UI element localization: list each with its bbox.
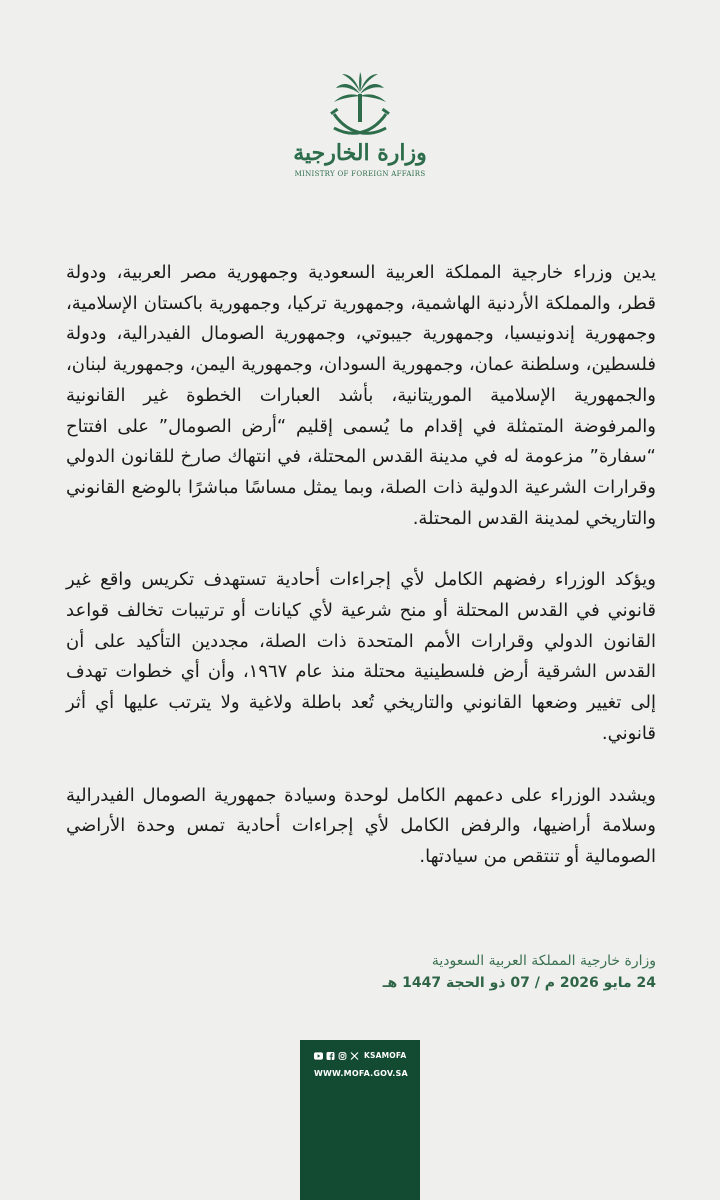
footer-contact-box <box>300 1040 420 1200</box>
statement-paragraph: يدين وزراء خارجية المملكة العربية السعودية وجمهورية مصر العربية، ودولة قطر، والمملكة الأردنية الهاشمية، وجمهورية تركيا، وجمهورية باكستان الإسلامية، وجمهورية إندونيسيا، وجمهورية جيبوتي، وجمهورية الصومال الفيدرالية، ودولة فلسطين، وسلطنة عمان، وجمهورية السودان، وجمهورية اليمن، وجمهورية لبنان، والجمهورية الإسلامية الموريتانية، بأشد العبارات الخطوة غير القانونية والمرفوضة المتمثلة في إقدام ما يُسمى إقليم “أرض الصومال” على افتتاح “سفارة” مزعومة له في مدينة القدس المحتلة، في انتهاك صارخ للقانون الدولي وقرارات الشرعية الدولية ذات الصلة، وبما يمثل مساسًا مباشرًا بالوضع القانوني والتاريخي لمدينة القدس المحتلة. <box>66 262 656 529</box>
social-handle[interactable]: KSAMOFA <box>364 1051 407 1060</box>
statement-body <box>66 258 656 904</box>
youtube-icon[interactable] <box>314 1052 323 1060</box>
x-icon[interactable] <box>350 1052 359 1060</box>
facebook-icon[interactable] <box>326 1052 335 1060</box>
statement-paragraph: ويشدد الوزراء على دعمهم الكامل لوحدة وسيادة جمهورية الصومال الفيدرالية وسلامة أراضيها، والرفض الكامل لأي إجراءات أحادية تمس وحدة الأراضي الصومالية أو تنتقص من سيادتها. <box>66 784 656 867</box>
ministry-name-arabic: وزارة الخارجية <box>293 140 427 166</box>
instagram-icon[interactable] <box>338 1052 347 1060</box>
social-links <box>314 1051 406 1060</box>
palm-and-swords-emblem-icon <box>322 70 398 146</box>
statement-paragraph: ويؤكد الوزراء رفضهم الكامل لأي إجراءات أحادية تستهدف تكريس واقع غير قانوني في القدس المحتلة أو منح شرعية لأي كيانات أو ترتيبات تخالف قواعد القانون الدولي وقرارات الأمم المتحدة ذات الصلة، مجددين التأكيد على أن القدس الشرقية أرض فلسطينية محتلة منذ عام ١٩٦٧، وأن أي خطوات تهدف إلى تغيير وضعها القانوني والتاريخي تُعد باطلة ولاغية ولا يترتب عليها أي أثر قانوني. <box>66 569 656 744</box>
issue-date: 24 مايو 2026 م / 07 ذو الحجة 1447 هـ <box>382 975 656 991</box>
signature-block <box>200 950 656 994</box>
issuer-name: وزارة خارجية المملكة العربية السعودية <box>431 953 656 969</box>
ministry-name-english: MINISTRY OF FOREIGN AFFAIRS <box>294 170 426 178</box>
website-link[interactable]: WWW.MOFA.GOV.SA <box>314 1069 408 1078</box>
